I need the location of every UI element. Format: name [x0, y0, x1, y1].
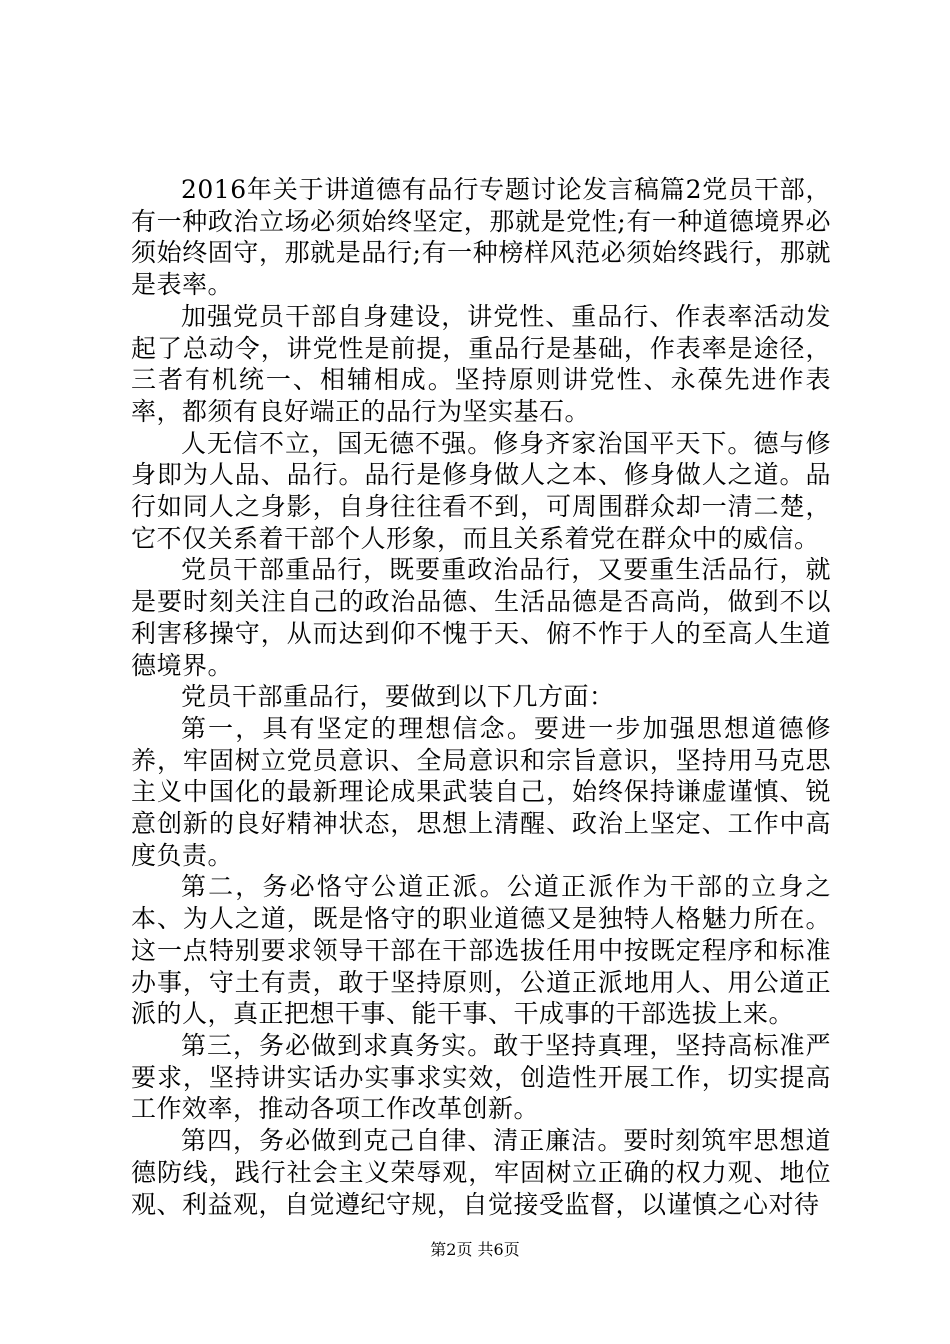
paragraph-point-one: 第一，具有坚定的理想信念。要进一步加强思想道德修养，牢固树立党员意识、全局意识和宗旨意识，坚持用马克思主义中国化的最新理论成果武装自己，始终保持谦虚谨慎、锐意创新的良好精神状态，思想上清醒、政治上坚定、工作中高度负责。	[131, 713, 831, 870]
paragraph-aspects-intro: 党员干部重品行，要做到以下几方面：	[181, 682, 615, 712]
paragraph-intro: 2016年关于讲道德有品行专题讨论发言稿篇2党员干部，有一种政治立场必须始终坚定，那就是党性;有一种道德境界必须始终固守，那就是品行;有一种榜样风范必须始终践行，那就是表率。	[131, 175, 831, 300]
paragraph-point-four: 第四，务必做到克己自律、清正廉洁。要时刻筑牢思想道德防线，践行社会主义荣辱观，牢固树立正确的权力观、地位观、利益观，自觉遵纪守规，自觉接受监督，以谨慎之心对待	[131, 1126, 831, 1219]
paragraph-political-conduct: 党员干部重品行，既要重政治品行，又要重生活品行，就是要时刻关注自己的政治品德、生活品德是否高尚，做到不以利害移操守，从而达到仰不愧于天、俯不怍于人的至高人生道德境界。	[131, 555, 831, 680]
paragraph-point-three: 第三，务必做到求真务实。敢于坚持真理，坚持高标准严要求，坚持讲实话办实事求实效，创造性开展工作，切实提高工作效率，推动各项工作改革创新。	[131, 1030, 831, 1124]
paragraph-integrity: 人无信不立，国无德不强。修身齐家治国平天下。德与修身即为人品、品行。品行是修身做人之本、修身做人之道。品行如同人之身影，自身往往看不到，可周围群众却一清二楚，它不仅关系着干部个人形象，而且关系着党在群众中的威信。	[131, 428, 831, 553]
paragraph-point-two: 第二，务必恪守公道正派。公道正派作为干部的立身之本、为人之道，既是恪守的职业道德又是独特人格魅力所在。这一点特别要求领导干部在干部选拔任用中按既定程序和标准办事，守土有责，敢于坚持原则，公道正派地用人、用公道正派的人，真正把想干事、能干事、干成事的干部选拔上来。	[131, 872, 831, 1029]
document-body	[131, 174, 831, 1220]
page-footer: 第2页 共6页	[430, 1240, 520, 1259]
paragraph-strengthen: 加强党员干部自身建设，讲党性、重品行、作表率活动发起了总动令，讲党性是前提，重品行是基础，作表率是途径，三者有机统一、相辅相成。坚持原则讲党性、永葆先进作表率，都须有良好端正的品行为坚实基石。	[131, 301, 831, 426]
